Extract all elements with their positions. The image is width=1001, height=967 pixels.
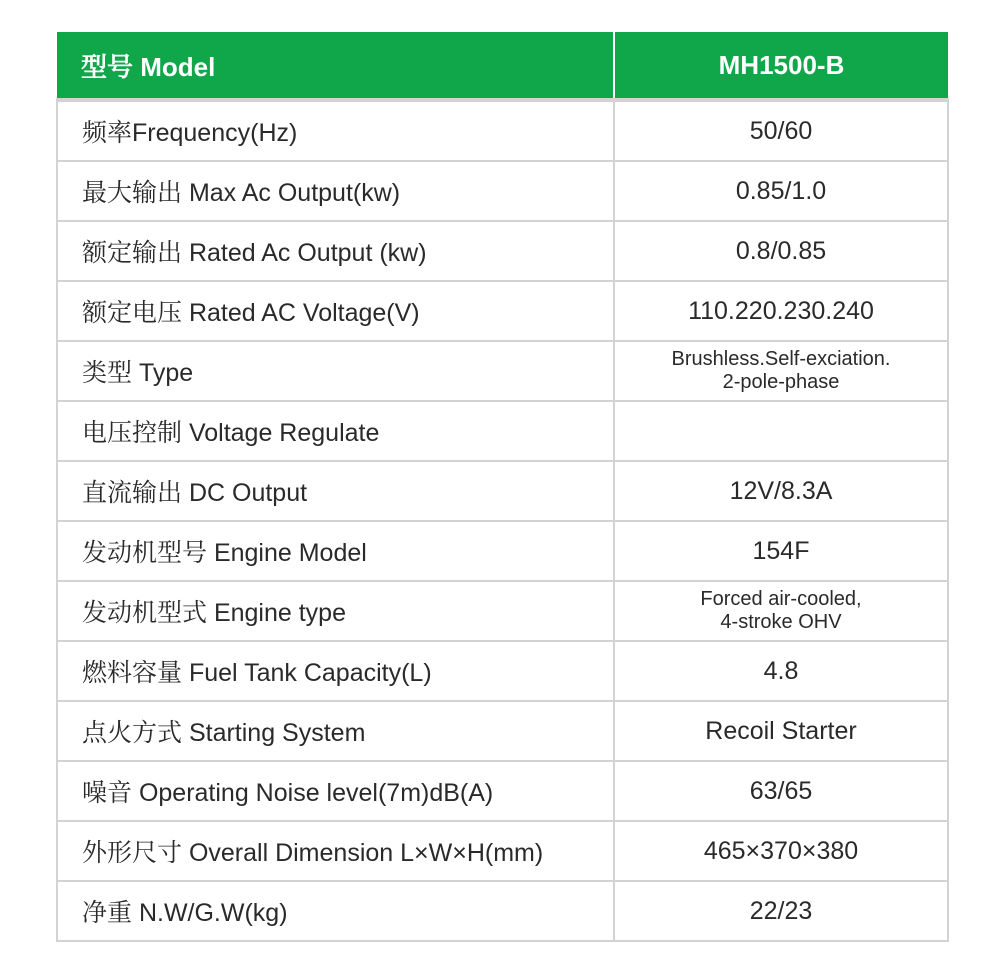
- table-row: [57, 641, 948, 701]
- table-row: [57, 461, 948, 521]
- header-row: [57, 32, 948, 100]
- spec-value: [614, 581, 948, 641]
- spec-label: 外形尺寸 Overall Dimension L×W×H(mm): [57, 821, 614, 881]
- spec-value: 4.8: [614, 641, 948, 701]
- spec-value: 50/60: [614, 100, 948, 161]
- spec-value: [614, 401, 948, 461]
- table-row: [57, 701, 948, 761]
- spec-label: 发动机型式 Engine type: [57, 581, 614, 641]
- table-row: [57, 881, 948, 941]
- table-row: [57, 521, 948, 581]
- table-row: [57, 401, 948, 461]
- spec-value-line: 4-stroke OHV: [720, 611, 842, 633]
- spec-value: 12V/8.3A: [614, 461, 948, 521]
- spec-value: 22/23: [614, 881, 948, 941]
- spec-label: 最大输出 Max Ac Output(kw): [57, 161, 614, 221]
- spec-label: 发动机型号 Engine Model: [57, 521, 614, 581]
- header-label: 型号 Model: [57, 32, 614, 100]
- spec-value: 154F: [614, 521, 948, 581]
- table-row: [57, 581, 948, 641]
- table-row: [57, 161, 948, 221]
- spec-value: Recoil Starter: [614, 701, 948, 761]
- spec-value-line: 2-pole-phase: [722, 371, 840, 393]
- spec-label: 直流输出 DC Output: [57, 461, 614, 521]
- table-row: [57, 761, 948, 821]
- spec-label: 电压控制 Voltage Regulate: [57, 401, 614, 461]
- table-row: [57, 341, 948, 401]
- spec-label: 点火方式 Starting System: [57, 701, 614, 761]
- spec-value-line: Forced air-cooled,: [700, 588, 862, 610]
- spec-table: [56, 32, 949, 942]
- spec-value-line: Brushless.Self-exciation.: [671, 348, 891, 370]
- spec-label: 额定输出 Rated Ac Output (kw): [57, 221, 614, 281]
- spec-value: 63/65: [614, 761, 948, 821]
- header-value: MH1500-B: [614, 32, 948, 100]
- spec-label: 类型 Type: [57, 341, 614, 401]
- table-row: [57, 821, 948, 881]
- spec-value: 465×370×380: [614, 821, 948, 881]
- table-row: [57, 100, 948, 161]
- spec-value: [614, 341, 948, 401]
- spec-label: 燃料容量 Fuel Tank Capacity(L): [57, 641, 614, 701]
- table-row: [57, 221, 948, 281]
- spec-label: 额定电压 Rated AC Voltage(V): [57, 281, 614, 341]
- spec-value: 0.85/1.0: [614, 161, 948, 221]
- spec-label: 频率Frequency(Hz): [57, 100, 614, 161]
- table-row: [57, 281, 948, 341]
- spec-label: 噪音 Operating Noise level(7m)dB(A): [57, 761, 614, 821]
- spec-value: 0.8/0.85: [614, 221, 948, 281]
- spec-label: 净重 N.W/G.W(kg): [57, 881, 614, 941]
- spec-value: 110.220.230.240: [614, 281, 948, 341]
